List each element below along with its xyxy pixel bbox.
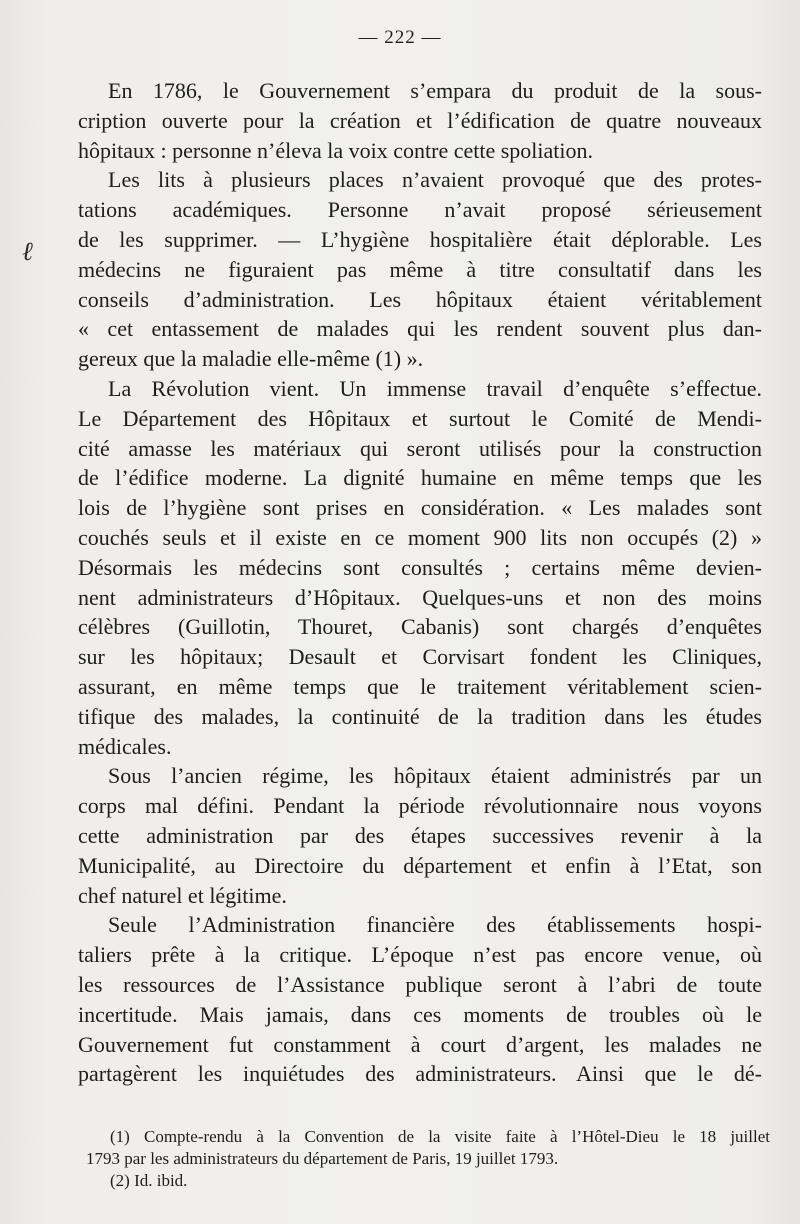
text-line: Désormais les médecins sont consultés ; certains même devien- bbox=[78, 554, 762, 580]
text-line: de l’édifice moderne. La dignité humaine en même temps que les bbox=[78, 465, 762, 491]
text-line: cription ouverte pour la création et l’édification de quatre nouveaux bbox=[78, 107, 762, 133]
text-line: nent administrateurs d’Hôpitaux. Quelques-uns et non des moins bbox=[78, 584, 762, 610]
handwritten-margin-mark: ℓ bbox=[22, 237, 33, 266]
text-line: tations académiques. Personne n’avait proposé sérieusement bbox=[78, 197, 762, 223]
text-line: taliers prête à la critique. L’époque n’est pas encore venue, où bbox=[78, 942, 762, 968]
text-line: En 1786, le Gouvernement s’empara du produit de la sous- bbox=[108, 78, 762, 103]
text-line: de les supprimer. — L’hygiène hospitalière était déplorable. Les bbox=[78, 226, 762, 252]
text-line: chef naturel et légitime. bbox=[78, 882, 287, 908]
text-line: partagèrent les inquiétudes des administrateurs. Ainsi que le dé- bbox=[78, 1061, 762, 1087]
page-number: — 222 — bbox=[358, 27, 442, 48]
footnote-line: 1793 par les administrateurs du département de Paris, 19 juillet 1793. bbox=[86, 1149, 559, 1168]
text-line: sur les hôpitaux; Desault et Corvisart fondent les Cliniques, bbox=[78, 644, 762, 670]
text-line: couchés seuls et il existe en ce moment 900 lits non occupés (2) » bbox=[78, 524, 762, 550]
text-line: gereux que la maladie elle-même (1) ». bbox=[78, 346, 424, 372]
text-line: lois de l’hygiène sont prises en considération. « Les malades sont bbox=[78, 495, 762, 521]
text-line: « cet entassement de malades qui les rendent souvent plus dan- bbox=[78, 316, 762, 342]
footnote-line: (2) Id. ibid. bbox=[110, 1171, 188, 1190]
text-line: célèbres (Guillotin, Thouret, Cabanis) sont chargés d’enquêtes bbox=[78, 614, 762, 640]
footnote-line: (1) Compte-rendu à la Convention de la visite faite à l’Hôtel-Dieu le 18 juillet bbox=[110, 1127, 770, 1146]
text-line: médicales. bbox=[78, 733, 172, 759]
text-line: incertitude. Mais jamais, dans ces moments de troubles où le bbox=[78, 1001, 762, 1027]
text-line: assurant, en même temps que le traitement véritablement scien- bbox=[78, 673, 762, 699]
text-line: Les lits à plusieurs places n’avaient provoqué que des protes- bbox=[108, 167, 762, 193]
text-line: corps mal défini. Pendant la période révolutionnaire nous voyons bbox=[78, 793, 762, 819]
text-line: médecins ne figuraient pas même à titre consultatif dans les bbox=[78, 256, 762, 282]
text-line: Sous l’ancien régime, les hôpitaux étaient administrés par un bbox=[108, 763, 762, 789]
footnotes bbox=[86, 1126, 770, 1192]
text-line: tifique des malades, la continuité de la tradition dans les études bbox=[78, 703, 762, 729]
text-line: Municipalité, au Directoire du département et enfin à l’Etat, son bbox=[78, 852, 762, 878]
text-line: conseils d’administration. Les hôpitaux étaient véritablement bbox=[78, 286, 762, 312]
text-line: cette administration par des étapes successives revenir à la bbox=[78, 822, 762, 848]
text-line: hôpitaux : personne n’éleva la voix contre cette spoliation. bbox=[78, 137, 594, 163]
body-text bbox=[78, 76, 762, 1089]
text-line: les ressources de l’Assistance publique seront à l’abri de toute bbox=[78, 971, 762, 997]
text-line: La Révolution vient. Un immense travail d’enquête s’effectue. bbox=[108, 375, 762, 401]
text-line: cité amasse les matériaux qui seront utilisés pour la construction bbox=[78, 435, 762, 461]
text-line: Seule l’Administration financière des établissements hospi- bbox=[108, 912, 762, 938]
text-line: Le Département des Hôpitaux et surtout le Comité de Mendi- bbox=[78, 405, 762, 431]
text-line: Gouvernement fut constamment à court d’argent, les malades ne bbox=[78, 1031, 762, 1057]
